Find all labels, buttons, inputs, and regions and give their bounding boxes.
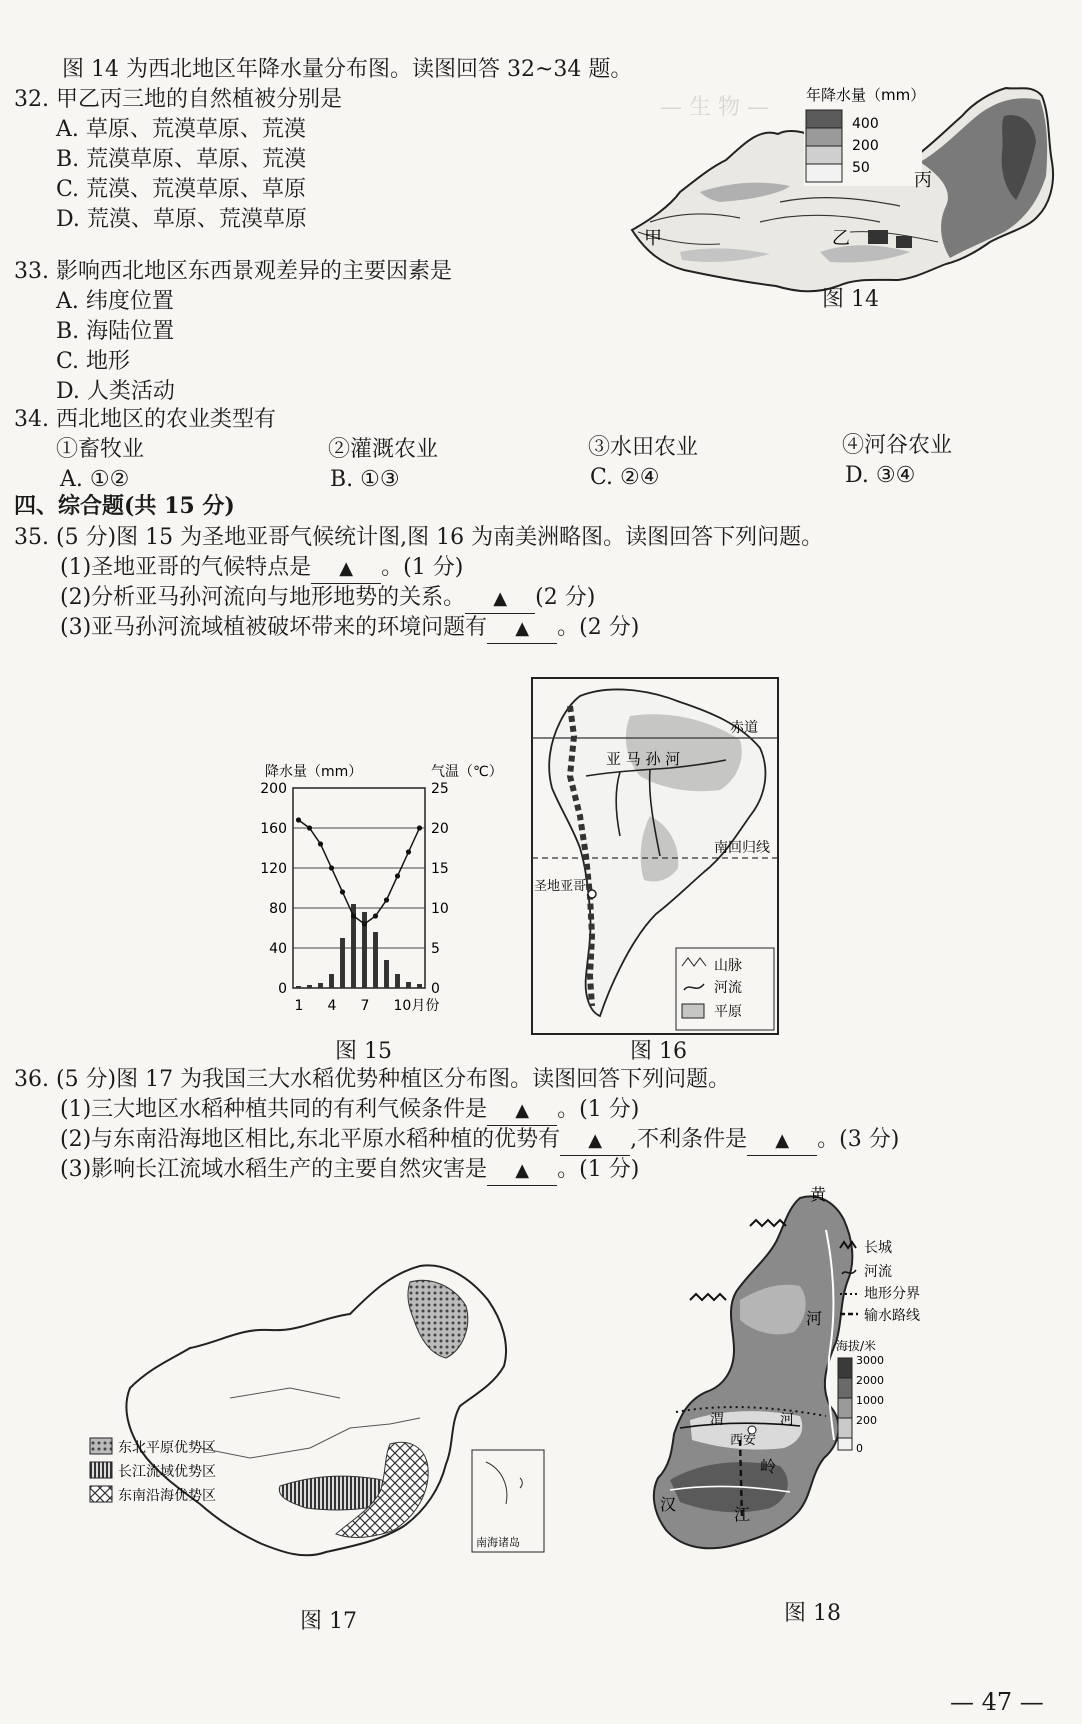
fig15-right-tick: 15: [431, 861, 449, 877]
fig15-ylabel-right: 气温（℃）: [431, 764, 503, 780]
q33-option-c: C. 地形: [56, 349, 131, 374]
q36-sub2-points: 。(3 分): [817, 1127, 900, 1152]
q33-option-d: D. 人类活动: [56, 379, 175, 404]
figure-16-south-america-map: [530, 676, 780, 1036]
fig18-label-ling: 岭: [760, 1457, 777, 1476]
q35-sub2-blank[interactable]: ▲: [465, 584, 535, 614]
fig15-x-tick: 1: [294, 998, 304, 1014]
fig15-left-tick: 160: [260, 821, 287, 837]
fig15-left-tick: 200: [260, 781, 287, 797]
fig16-legend-mountain: 山脉: [714, 958, 742, 974]
fig17-inset: [472, 1450, 544, 1552]
fig16-city-label: 圣地亚哥: [534, 879, 587, 894]
q35-sub3-text: (3)亚马孙河流域植被破坏带来的环境问题有: [60, 615, 488, 640]
q32-option-a: A. 草原、荒漠草原、荒漠: [56, 117, 306, 142]
fig15-left-tick: 120: [260, 861, 287, 877]
fig17-legend-northeast: 东北平原优势区: [118, 1440, 216, 1456]
q36-sub2-blank-1[interactable]: ▲: [560, 1126, 630, 1156]
fig15-temp-point: [329, 865, 334, 870]
fig15-precip-bar: [296, 986, 301, 988]
fig15-temperature-line: [296, 817, 422, 926]
q32-option-d: D. 荒漠、草原、荒漠草原: [56, 207, 307, 232]
fig15-left-tick: 0: [278, 981, 287, 997]
fig16-legend-plain: 平原: [714, 1004, 742, 1020]
figure-15-climate-chart: [255, 760, 503, 1040]
q35-sub2: [60, 584, 595, 614]
q33-option-b: B. 海陆位置: [56, 319, 175, 344]
q36-sub2-text: (2)与东南沿海地区相比,东北平原水稻种植的优势有: [60, 1127, 561, 1152]
q34-item-3: ③水田农业: [588, 435, 699, 460]
fig15-bars: [296, 904, 422, 988]
q36-sub3-blank[interactable]: ▲: [487, 1156, 557, 1186]
figure-16-caption: 图 16: [630, 1039, 687, 1064]
figure-17-caption: 图 17: [300, 1609, 357, 1634]
fig15-left-tick: 40: [269, 941, 287, 957]
q36-sub2-mid: ,不利条件是: [630, 1127, 748, 1152]
fig15-precip-bar: [329, 974, 334, 988]
fig18-legend-greatwall: 长城: [864, 1240, 892, 1256]
fig18-elev-2000: 2000: [856, 1374, 884, 1387]
q36-sub2: [60, 1126, 899, 1156]
q35-sub3: [60, 614, 639, 644]
fig18-legend-boundary: 地形分界: [864, 1286, 920, 1302]
fig18-legend-water-route: 输水路线: [864, 1308, 920, 1324]
q32-option-b: B. 荒漠草原、草原、荒漠: [56, 147, 307, 172]
fig15-temp-point: [351, 913, 356, 918]
q34-option-b: B. ①③: [330, 467, 400, 492]
fig16-river-label: 亚 马 孙 河: [606, 750, 681, 768]
fig15-precip-bar: [373, 932, 378, 988]
figure-18-relief-map: [630, 1185, 1050, 1590]
fig17-legend-yangtze: 长江流域优势区: [118, 1464, 216, 1480]
q35-sub2-text: (2)分析亚马孙河流向与地形地势的关系。: [60, 585, 466, 610]
fig15-temp-point: [318, 841, 323, 846]
fig18-elev-200: 200: [856, 1414, 877, 1427]
fig18-label-xian: 西安: [730, 1433, 757, 1448]
fig18-label-jiang: 江: [734, 1505, 751, 1524]
intro-line: 图 14 为西北地区年降水量分布图。读图回答 32~34 题。: [62, 57, 633, 82]
fig15-precip-bar: [417, 984, 422, 988]
legend-title-precip: 年降水量（mm）: [806, 86, 926, 104]
fig18-elev-1000: 1000: [856, 1394, 884, 1407]
fig18-elev-0: 0: [856, 1442, 863, 1455]
q34-item-4: ④河谷农业: [842, 433, 953, 458]
label-bing: 丙: [914, 170, 932, 191]
figure-14-map: [620, 82, 1070, 312]
fig15-x-tick: 10月份: [393, 998, 440, 1014]
fig15-temp-point: [307, 825, 312, 830]
q36-sub3-points: 。(1 分): [557, 1157, 640, 1182]
q36-stem: 36. (5 分)图 17 为我国三大水稻优势种植区分布图。读图回答下列问题。: [14, 1067, 731, 1092]
figure-14-legend: [804, 82, 925, 186]
figure-18-caption: 图 18: [784, 1601, 841, 1626]
fig18-legend-river: 河流: [864, 1264, 892, 1280]
fig18-label-he-2: 河: [780, 1412, 794, 1428]
fig15-temp-point: [395, 873, 400, 878]
fig16-legend: [676, 948, 774, 1030]
q34-item-2: ②灌溉农业: [328, 437, 439, 462]
section-4-title: 四、综合题(共 15 分): [14, 493, 235, 519]
fig18-elev-3000: 3000: [856, 1354, 884, 1367]
fig17-legend: [90, 1438, 216, 1504]
fig15-precip-bar: [340, 938, 345, 988]
fig17-inset-label: 南海诸岛: [476, 1536, 520, 1549]
fig15-precip-bar: [384, 960, 389, 988]
fig15-temp-point: [296, 817, 301, 822]
q36-sub2-blank-2[interactable]: ▲: [747, 1126, 817, 1156]
legend-value-400: 400: [852, 116, 879, 132]
q32-stem: 32. 甲乙丙三地的自然植被分别是: [14, 87, 342, 112]
q35-sub1: [60, 554, 463, 584]
label-yi: 乙: [832, 228, 850, 249]
q35-sub1-text: (1)圣地亚哥的气候特点是: [60, 555, 312, 580]
page-number: — 47 —: [950, 1688, 1044, 1716]
fig15-temp-point: [373, 913, 378, 918]
fig15-grid: [293, 788, 425, 988]
fig16-equator-label: 赤道: [730, 720, 758, 736]
exam-page: — 生 物 — 图 14 为西北地区年降水量分布图。读图回答 32~34 题。 32. 甲乙丙三地的自然植被分别是 A. 草原、荒漠草原、荒漠 B. 荒漠草原、草原、荒漠 C. 荒漠、荒漠草原、草原 D. 荒漠、草原、荒漠草原 33. 影响西北地区东西景观差异的主要因素是 A. 纬度位置 B. 海陆位置 C. 地形 D. 人类活动 34. 西北地区的农业类型有 ①畜牧业 ②灌溉农业 ③水田农业 ④河谷农业 A. ①② B. ①③ C. ②④ D. ③④ 年降水量（mm） 400 200 50 甲 乙 丙 图 14 四、综合题(共 15 分) 35. (5 分)图 15 为圣地亚哥气候统计图,图 16 为南美洲略图。读图回答下列问题。 (1)圣地亚哥的气候特点是 ▲ 。(1 分) (2)分析亚马孙河流向与地形地势的关系。 ▲ (2 分) (3)亚马孙河流域植被破坏带来的环境问题有 ▲ 。(2 分) 降水量（mm） 气温（℃） 200 160 120 80 40 0 25 20 15 10 5 0 1 4 7 10月份 图 15 赤道 南回归线 亚 马 孙 河 圣地亚哥 山脉 河流 平原 图 16 36. (5 分)图 17 为我国三大水稻优势种植区分布图。读图回答下列问题。 (1)三大地区水稻种植共同的有利气候条件是 ▲ 。(1 分) (2)与东南沿海地区相比,东北平原水稻种植的优势有 ▲ ,不利条件是 ▲ 。(3 分) (3)影响长江流域水稻生产的主要自然灾害是 ▲ 。(1 分) 东北平原优势区 长江流域优势区 东南沿海优势区 南海诸岛 图 17 黄 河 渭 西安 河 岭 汉 江 长城 河流 地形分界 输水路线 海拔/米 3000 2000 1000 200 0 图 18 — 47 —: [0, 0, 1082, 1724]
fig15-left-tick: 80: [269, 901, 287, 917]
q33-stem: 33. 影响西北地区东西景观差异的主要因素是: [14, 259, 452, 284]
legend-value-50: 50: [852, 160, 870, 176]
fig15-right-tick: 5: [431, 941, 440, 957]
q36-sub3: [60, 1156, 639, 1186]
legend-value-200: 200: [852, 138, 879, 154]
fig15-plot-frame: [293, 788, 425, 988]
fig18-label-he: 河: [806, 1309, 823, 1328]
fig15-x-tick: 4: [327, 998, 337, 1014]
fig18-label-wei: 渭: [710, 1412, 724, 1428]
fig18-label-han: 汉: [660, 1495, 677, 1514]
q36-sub1-blank[interactable]: ▲: [487, 1096, 557, 1126]
fig15-precip-bar: [307, 985, 312, 988]
fig15-precip-bar: [395, 974, 400, 988]
q35-stem: 35. (5 分)图 15 为圣地亚哥气候统计图,图 16 为南美洲略图。读图回答下列问题。: [14, 525, 824, 550]
q35-sub3-blank[interactable]: ▲: [487, 614, 557, 644]
fig15-right-tick: 0: [431, 981, 440, 997]
fig15-temp-point: [417, 825, 422, 830]
q33-option-a: A. 纬度位置: [56, 289, 174, 314]
fig16-legend-river: 河流: [714, 980, 742, 996]
fig15-precip-bar: [318, 983, 323, 988]
fig15-temp-point: [406, 849, 411, 854]
q36-sub1: [60, 1096, 639, 1126]
fig15-ylabel-left: 降水量（mm）: [265, 764, 363, 780]
q36-sub3-text: (3)影响长江流域水稻生产的主要自然灾害是: [60, 1157, 488, 1182]
figure-15-caption: 图 15: [335, 1039, 392, 1064]
fig17-legend-southeast: 东南沿海优势区: [118, 1488, 216, 1504]
q34-option-c: C. ②④: [590, 465, 660, 490]
q34-option-d: D. ③④: [845, 463, 916, 488]
figure-14-caption: 图 14: [822, 287, 879, 312]
q32-option-c: C. 荒漠、荒漠草原、草原: [56, 177, 307, 202]
fig18-elevation-legend: [836, 1338, 884, 1455]
fig15-x-tick: 7: [360, 998, 370, 1014]
fig18-label-huang: 黄: [810, 1185, 827, 1204]
q34-item-1: ①畜牧业: [56, 437, 145, 462]
fig18-elev-title: 海拔/米: [836, 1339, 877, 1353]
fig16-tropic-label: 南回归线: [714, 840, 770, 856]
q35-sub2-points: (2 分): [535, 585, 596, 610]
q35-sub3-points: 。(2 分): [557, 615, 640, 640]
fig15-temp-point: [384, 897, 389, 902]
q36-sub1-points: 。(1 分): [557, 1097, 640, 1122]
fig15-right-tick: 10: [431, 901, 449, 917]
q36-sub1-text: (1)三大地区水稻种植共同的有利气候条件是: [60, 1097, 488, 1122]
fig15-right-tick: 20: [431, 821, 449, 837]
fig15-right-tick: 25: [431, 781, 449, 797]
label-jia: 甲: [644, 228, 662, 249]
q34-stem: 34. 西北地区的农业类型有: [14, 407, 276, 432]
q34-option-a: A. ①②: [60, 467, 130, 492]
q35-sub1-blank[interactable]: ▲: [311, 554, 381, 584]
q35-sub1-points: 。(1 分): [381, 555, 464, 580]
fig15-temp-point: [340, 889, 345, 894]
fig15-temp-point: [362, 921, 367, 926]
figure-17-china-rice-map: [90, 1248, 560, 1610]
fig15-precip-bar: [406, 982, 411, 988]
